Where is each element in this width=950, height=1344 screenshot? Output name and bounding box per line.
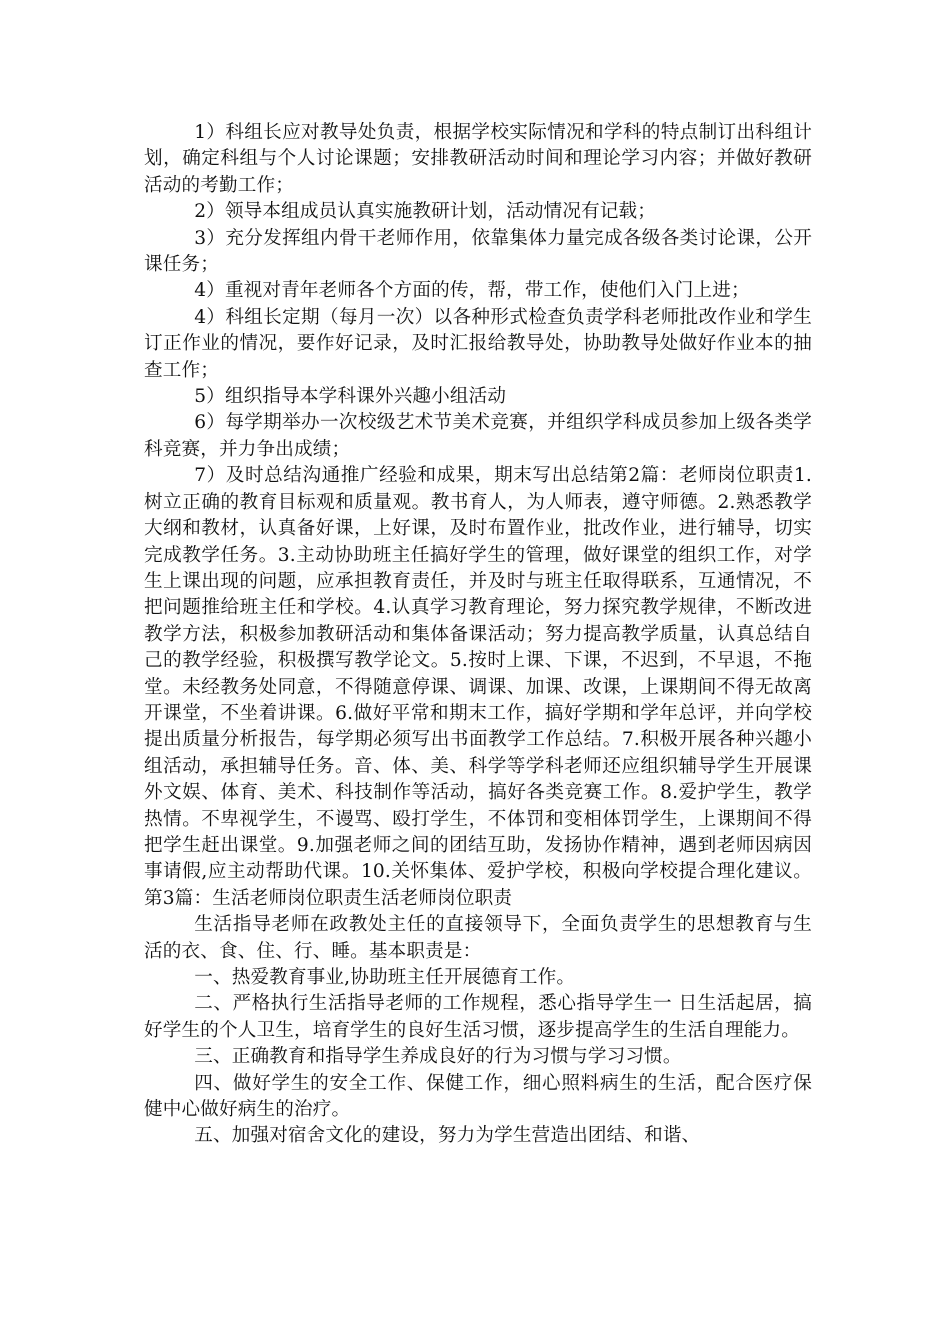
paragraph-1: 1）科组长应对教导处负责，根据学校实际情况和学科的特点制订出科组计划，确定科组与个人讨论课题；安排教研活动时间和理论学习内容；并做好教研活动的考勤工作； — [144, 122, 812, 196]
paragraph-11: 二、严格执行生活指导老师的工作规程，悉心指导学生一 日生活起居，搞好学生的个人卫生，培育学生的良好生活习惯，逐步提高学生的生活自理能力。 — [144, 993, 812, 1041]
paragraph-12: 三、正确教育和指导学生养成良好的行为习惯与学习习惯。 — [194, 1046, 682, 1068]
paragraph-8: 7）及时总结沟通推广经验和成果，期末写出总结第2篇：老师岗位职责1.树立正确的教育目标观和质量观。教书育人，为人师表，遵守师德。2.熟悉教学大纲和教材，认真备好课，上好课，及时布置作业，批改作业，进行辅导，切实完成教学任务。3.主动协助班主任搞好学生的管理，做好课堂的组织工作，对学生上课出现的问题，应承担教育责任，并及时与班主任取得联系，互通情况，不把问题推给班主任和学校。4.认真学习教育理论，努力探究教学规律，不断改进教学方法，积极参加教研活动和集体备课活动；努力提高教学质量，认真总结自己的教学经验，积极撰写教学论文。5.按时上课、下课，不迟到，不早退，不拖堂。未经教务处同意，不得随意停课、调课、加课、改课，上课期间不得无故离开课堂，不坐着讲课。6.做好平常和期末工作，搞好学期和学年总评，并向学校提出质量分析报告，每学期必须写出书面教学工作总结。7.积极开展各种兴趣小组活动，承担辅导任务。音、体、美、科学等学科老师还应组织辅导学生开展课外文娱、体育、美术、科技制作等活动，搞好各类竞赛工作。8.爱护学生，教学热情。不卑视学生，不谩骂、殴打学生，不体罚和变相体罚学生，上课期间不得把学生赶出课堂。9.加强老师之间的团结互助，发扬协作精神，遇到老师因病因事请假,应主动帮助代课。10.关怀集体、爱护学校，积极向学校提合理化建议。第3篇：生活老师岗位职责生活老师岗位职责 — [144, 465, 812, 909]
paragraph-14: 五、加强对宿舍文化的建设，努力为学生营造出团结、和谐、 — [194, 1125, 701, 1147]
paragraph-10: 一、热爱教育事业,协助班主任开展德育工作。 — [194, 967, 576, 988]
document-body — [144, 120, 812, 1150]
paragraph-4: 4）重视对青年老师各个方面的传，帮，带工作，使他们入门上进； — [194, 280, 750, 302]
paragraph-13: 四、做好学生的安全工作、保健工作，细心照料病生的生活，配合医疗保健中心做好病生的治疗。 — [144, 1072, 812, 1121]
paragraph-9: 生活指导老师在政教处主任的直接领导下，全面负责学生的思想教育与生活的衣、食、住、行、睡。基本职责是： — [144, 914, 812, 962]
paragraph-2: 2）领导本组成员认真实施教研计划，活动情况有记载； — [194, 201, 657, 223]
paragraph-6: 5）组织指导本学科课外兴趣小组活动 — [194, 386, 507, 408]
paragraph-3: 3）充分发挥组内骨干老师作用，依靠集体力量完成各级各类讨论课，公开课任务； — [144, 227, 812, 276]
paragraph-7: 6）每学期举办一次校级艺术节美术竞赛，并组织学科成员参加上级各类学科竞赛，并力争出成绩； — [144, 412, 812, 460]
paragraph-5: 4）科组长定期（每月一次）以各种形式检查负责学科老师批改作业和学生订正作业的情况，要作好记录，及时汇报给教导处，协助教导处做好作业本的抽查工作； — [144, 306, 812, 381]
